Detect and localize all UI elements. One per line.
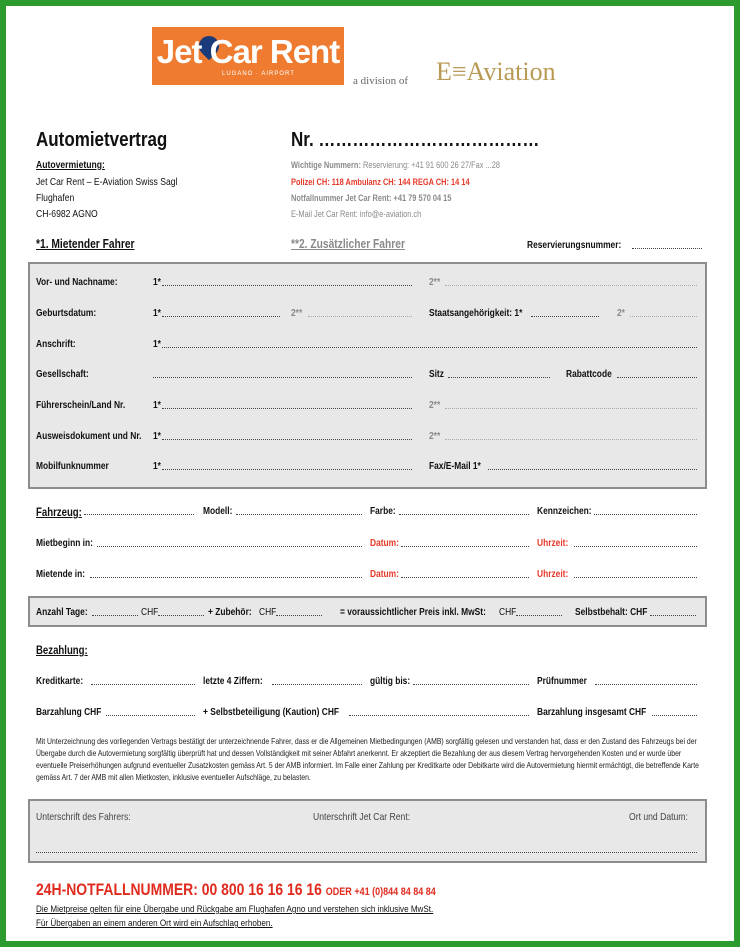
email-line: E-Mail Jet Car Rent: info@e-aviation.ch [291, 209, 422, 220]
contract-title: Automietvertrag [36, 129, 168, 151]
cvc-field[interactable] [595, 684, 697, 685]
id-field-2[interactable] [445, 439, 697, 440]
model-field[interactable] [236, 514, 362, 515]
start-time-field[interactable] [574, 546, 697, 547]
birthdate-marker-1: 1* [153, 307, 161, 319]
deposit-field[interactable] [349, 715, 529, 716]
important-numbers: Wichtige Nummern: Reservierung: +41 91 600 26 27/Fax ...28 [291, 160, 500, 171]
mobile-label: Mobilfunknummer [36, 460, 109, 472]
birthdate-field-1[interactable] [162, 316, 280, 317]
days-label: Anzahl Tage: [36, 606, 88, 618]
footer-note-2: Für Übergaben an einem anderen Ort wird ein Aufschlag erhoben. [36, 918, 273, 929]
model-label: Modell: [203, 505, 233, 517]
license-marker-2: 2** [429, 399, 441, 411]
card-field[interactable] [91, 684, 195, 685]
start-date-label: Datum: [370, 537, 399, 549]
deductible-field[interactable] [650, 615, 696, 616]
vehicle-field[interactable] [84, 514, 194, 515]
end-date-label: Datum: [370, 568, 399, 580]
name-marker-2: 2** [429, 276, 441, 288]
total-price-label: = voraussichtlicher Preis inkl. MwSt: [340, 606, 486, 618]
end-time-field[interactable] [574, 577, 697, 578]
legal-text: Mit Unterzeichnung des vorliegenden Vertrags bestätigt der unterzeichnende Fahrer, dass er die Allgemeinen Mietbedingungen (AMB) sorgfältig gelesen und verstanden hat, dass er den Zustand des Fahrzeugs bei der Übergabe durch die Autovermietung sorgfältig überprüft hat und dessen Vollständigkeit mit seiner Abfahrt anerkennt. Er akzeptiert die Bezahlung der aus diesem Vertrag hervorgehenden Kosten und er wurde über eventuelle Preiserhöhungen aufgrund eventueller Zusatzkosten gemäss Art. 5 der AMB informiert. Im Falle einer Zahlung per Kreditkarte oder Debitkarte wird die Autovermietung hiermit ermächtigt, die betreffende Karte gemäss Art. 7 der AMB mit allen Mietkosten, inklusive eventueller Aufschläge, zu belasten. [36, 736, 699, 782]
mobile-field[interactable] [162, 469, 412, 470]
nationality-field-2[interactable] [630, 316, 697, 317]
license-field-1[interactable] [162, 408, 412, 409]
e-aviation-logo: E≡Aviation [436, 57, 556, 86]
birthdate-marker-2: 2** [291, 307, 303, 319]
name-field-1[interactable] [162, 285, 412, 286]
license-label: Führerschein/Land Nr. [36, 399, 126, 411]
place-date-label: Ort und Datum: [629, 811, 688, 823]
emergency-numbers: Polizei CH: 118 Ambulanz CH: 144 REGA CH: 14 14 [291, 177, 470, 188]
company-signature-label: Unterschrift Jet Car Rent: [313, 811, 411, 823]
license-field-2[interactable] [445, 408, 697, 409]
signature-line[interactable] [36, 852, 697, 853]
card-label: Kreditkarte: [36, 675, 84, 687]
contract-number: Nr. ………………………………… [291, 129, 540, 151]
color-field[interactable] [399, 514, 529, 515]
vehicle-label: Fahrzeug: [36, 505, 82, 519]
id-marker-1: 1* [153, 430, 161, 442]
start-date-field[interactable] [401, 546, 529, 547]
company-label: Gesellschaft: [36, 368, 89, 380]
end-time-label: Uhrzeit: [537, 568, 569, 580]
address-line-3: CH-6982 AGNO [36, 208, 98, 220]
mobile-marker-1: 1* [153, 460, 161, 472]
birthdate-label: Geburtsdatum: [36, 307, 97, 319]
division-text: a division of [353, 75, 408, 87]
reservation-label: Reservierungsnummer: [527, 239, 622, 251]
seat-field[interactable] [448, 377, 550, 378]
end-label: Mietende in: [36, 568, 86, 580]
discount-field[interactable] [617, 377, 697, 378]
name-marker-1: 1* [153, 276, 161, 288]
cvc-label: Prüfnummer [537, 675, 587, 687]
reservation-field[interactable] [632, 248, 702, 249]
address-line-2: Flughafen [36, 192, 75, 204]
valid-label: gültig bis: [370, 675, 411, 687]
jet-car-rent-logo [152, 27, 344, 85]
days-chf: CHF [141, 606, 159, 618]
total-price-field[interactable] [516, 615, 562, 616]
nationality-label: Staatsangehörigkeit: 1* [429, 307, 523, 319]
address-label: Anschrift: [36, 338, 76, 350]
driver-signature-label: Unterschrift des Fahrers: [36, 811, 131, 823]
hotline: Notfallnummer Jet Car Rent: +41 79 570 04 15 [291, 193, 452, 204]
cash-total-field[interactable] [652, 715, 697, 716]
fax-label: Fax/E-Mail 1* [429, 460, 481, 472]
last-digits-field[interactable] [272, 684, 362, 685]
nationality-marker-2: 2* [617, 307, 625, 319]
driver1-title: *1. Mietender Fahrer [36, 237, 135, 251]
cash-total-label: Barzahlung insgesamt CHF [537, 706, 647, 718]
id-label: Ausweisdokument und Nr. [36, 430, 142, 442]
rental-label: Autovermietung: [36, 159, 105, 171]
company-field[interactable] [153, 377, 412, 378]
deductible-label: Selbstbehalt: CHF [575, 606, 648, 618]
cash-label: Barzahlung CHF [36, 706, 102, 718]
color-label: Farbe: [370, 505, 396, 517]
payment-title: Bezahlung: [36, 643, 88, 657]
end-field[interactable] [90, 577, 362, 578]
seat-label: Sitz [429, 368, 444, 380]
logo-subtitle: LUGANO · AIRPORT [222, 71, 295, 77]
days-field[interactable] [92, 615, 138, 616]
id-field-1[interactable] [162, 439, 412, 440]
footer-note-1: Die Mietpreise gelten für eine Übergabe und Rückgabe am Flughafen Agno und verstehen sich inklusive MwSt. [36, 904, 434, 915]
extras-label: + Zubehör: [208, 606, 252, 618]
id-marker-2: 2** [429, 430, 441, 442]
emergency-hotline: 24H-NOTFALLNUMMER: 00 800 16 16 16 16 ODER +41 (0)844 84 84 84 [36, 880, 436, 899]
address-line-1: Jet Car Rent – E-Aviation Swiss Sagl [36, 176, 178, 188]
birthdate-field-2[interactable] [308, 316, 412, 317]
driver2-title: **2. Zusätzlicher Fahrer [291, 237, 405, 251]
name-label: Vor- und Nachname: [36, 276, 118, 288]
nationality-field-1[interactable] [531, 316, 599, 317]
plate-field[interactable] [594, 514, 697, 515]
extras-chf: CHF [259, 606, 277, 618]
start-field[interactable] [97, 546, 362, 547]
deposit-label: + Selbstbeteiligung (Kaution) CHF [203, 706, 340, 718]
license-marker-1: 1* [153, 399, 161, 411]
valid-field[interactable] [413, 684, 529, 685]
discount-label: Rabattcode [566, 368, 612, 380]
cash-field[interactable] [106, 715, 195, 716]
days-chf-field[interactable] [158, 615, 204, 616]
extras-field[interactable] [276, 615, 322, 616]
logo-text: Jet Car Rent [156, 33, 340, 70]
start-time-label: Uhrzeit: [537, 537, 569, 549]
fax-field[interactable] [488, 469, 697, 470]
last-digits-label: letzte 4 Ziffern: [203, 675, 263, 687]
plate-label: Kennzeichen: [537, 505, 592, 517]
address-field[interactable] [162, 347, 697, 348]
address-marker-1: 1* [153, 338, 161, 350]
end-date-field[interactable] [401, 577, 529, 578]
name-field-2[interactable] [445, 285, 697, 286]
start-label: Mietbeginn in: [36, 537, 93, 549]
total-price-chf: CHF [499, 606, 517, 618]
